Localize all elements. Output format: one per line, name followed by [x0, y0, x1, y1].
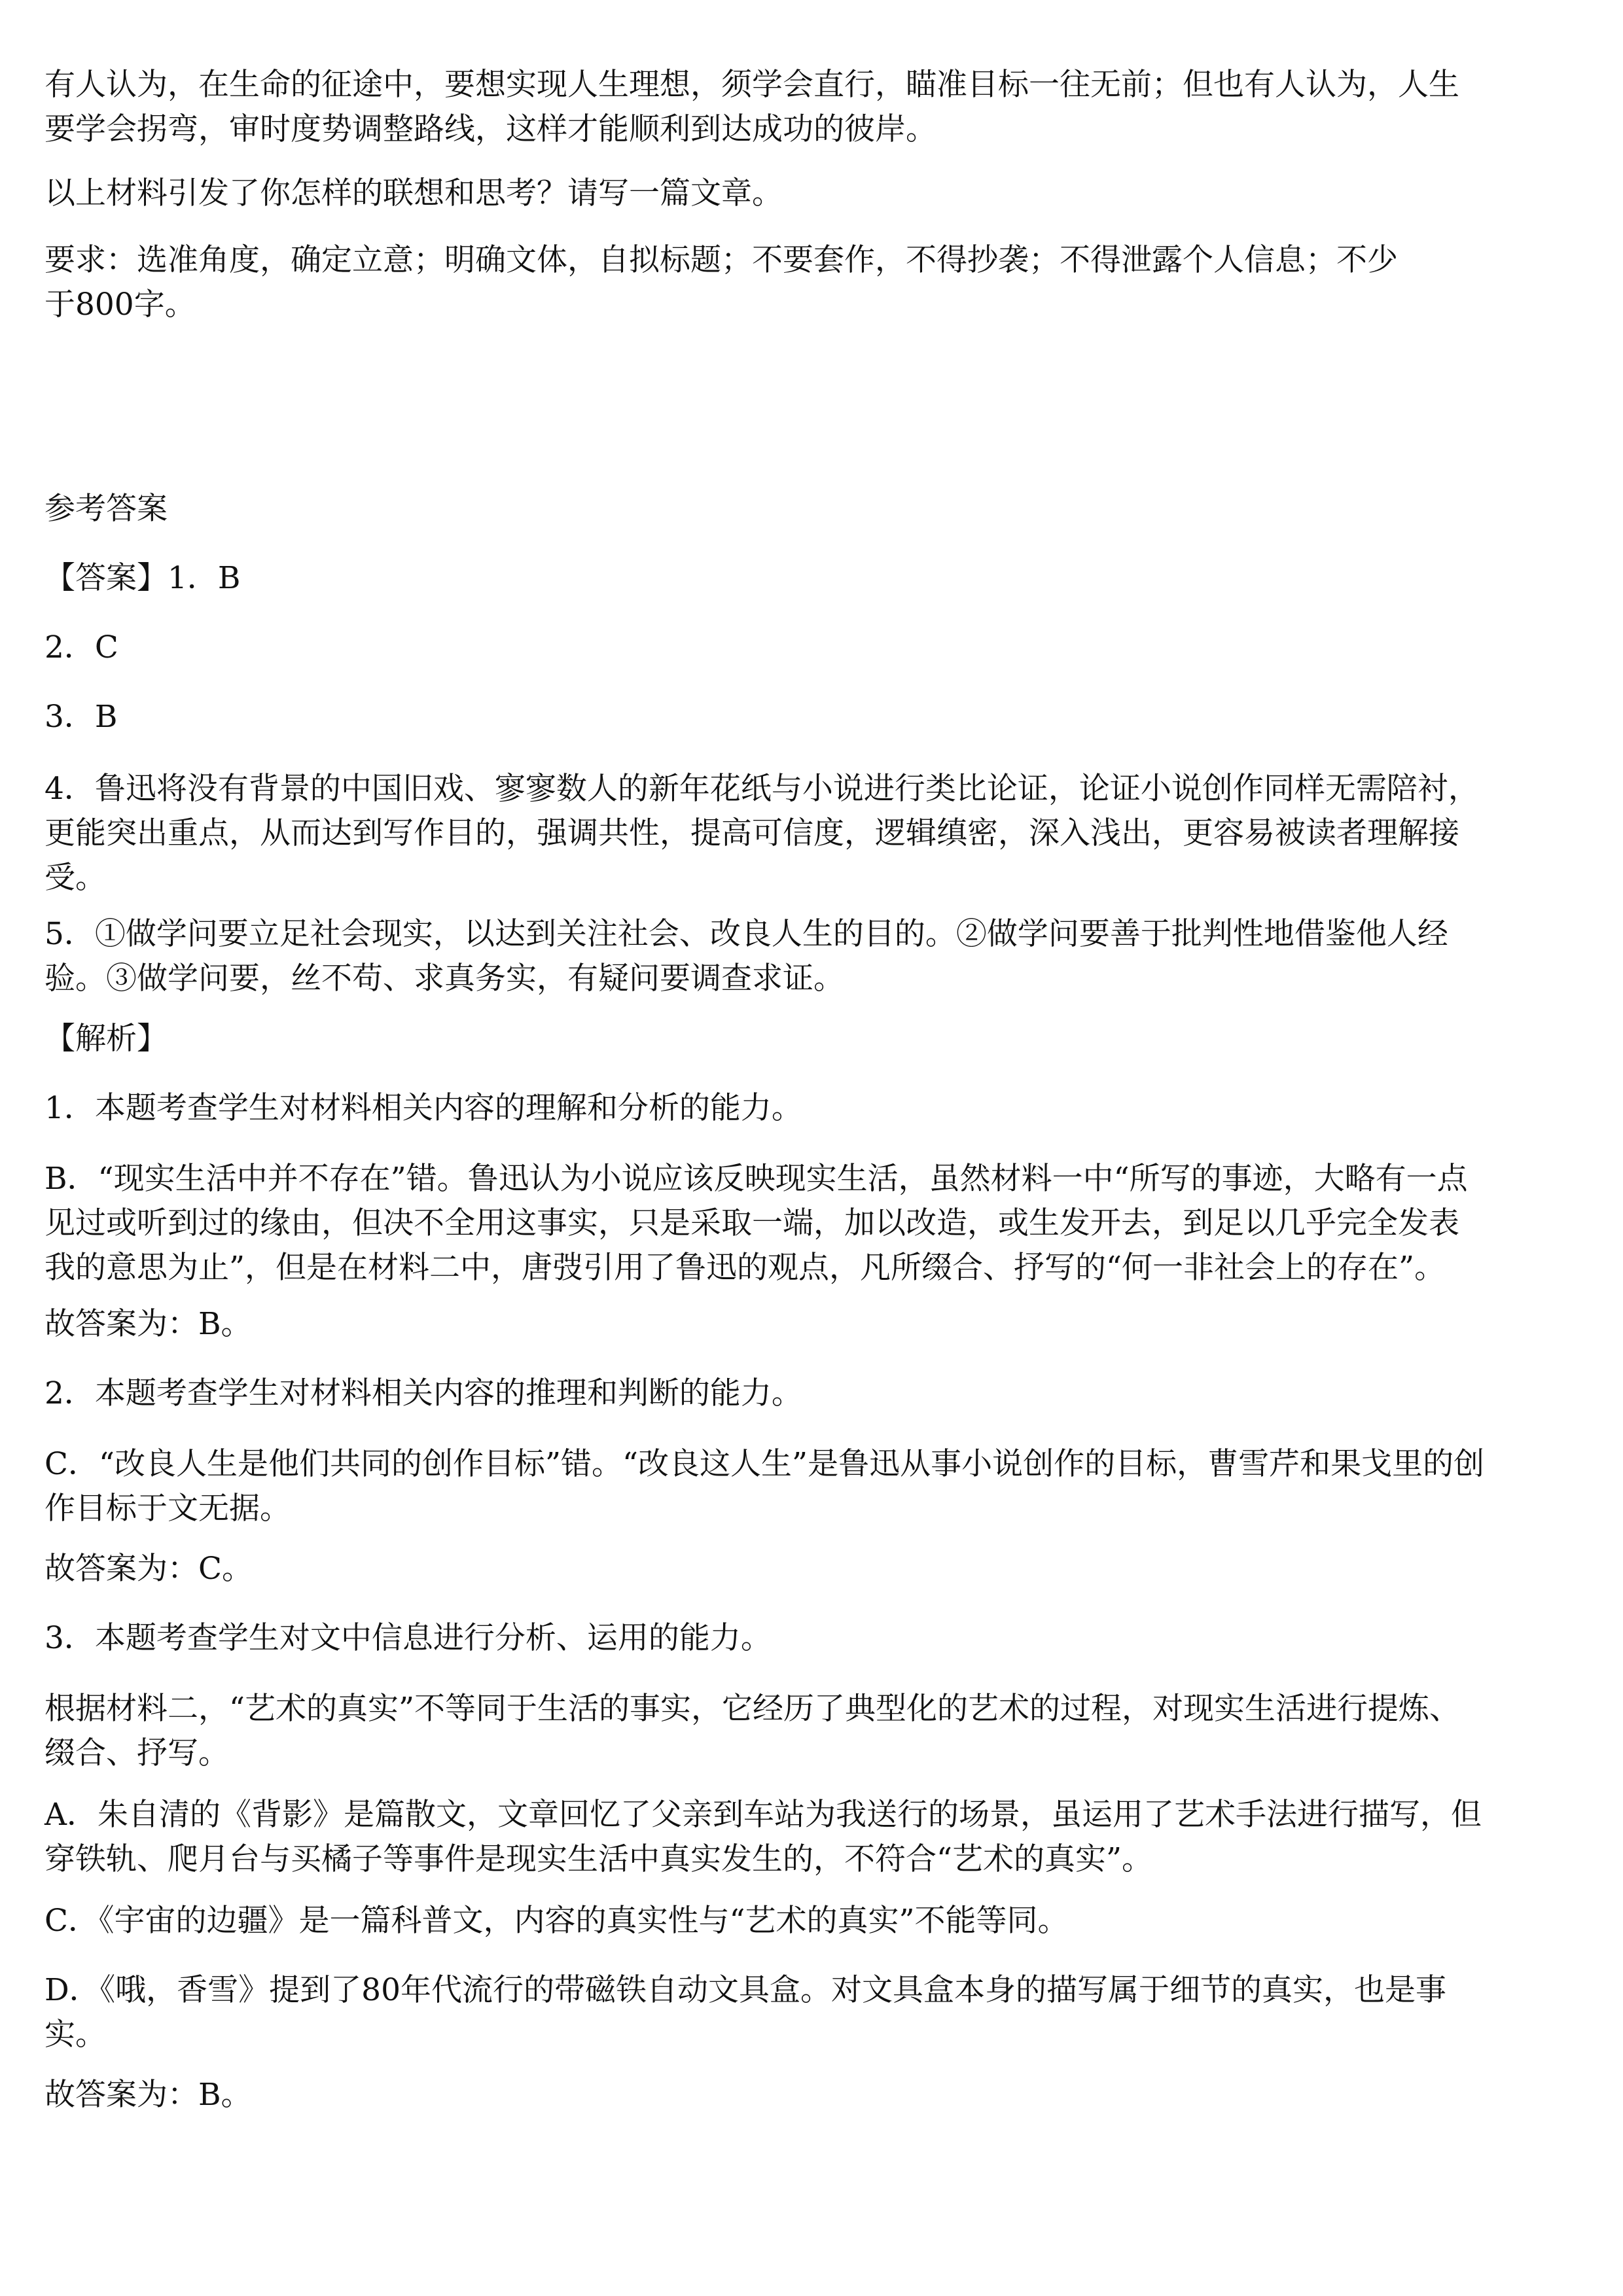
analysis-q2-intro: 2．本题考查学生对材料相关内容的推理和判断的能力。: [45, 1375, 802, 1411]
analysis-q1-body: B．“现实生活中并不存在”错。鲁迅认为小说应该反映现实生活，虽然材料一中“所写的事迹，大略有一点 见过或听到过的缘由，但决不全用这事实，只是采取一端，加以改造，或生发开去，到足以几乎完全发表 我的意思为止”，但是在材料二中，唐弢引用了鲁迅的观点，凡所缀合、抒写的“何一非社会上的存在”。: [45, 1161, 1468, 1286]
answer-5: 5．①做学问要立足社会现实，以达到关注社会、改良人生的目的。②做学问要善于批判性地借鉴他人经 验。③做学问要，丝不苟、求真务实，有疑问要调查求证。: [45, 916, 1448, 997]
analysis-q1-intro: 1．本题考查学生对材料相关内容的理解和分析的能力。: [45, 1090, 802, 1126]
analysis-heading: 【解析】: [45, 1021, 168, 1057]
analysis-q2-answer: 故答案为：C。: [45, 1551, 253, 1587]
analysis-q1-answer: 故答案为：B。: [45, 1306, 252, 1342]
answer-2: 2．C: [45, 629, 118, 665]
analysis-q2-body: C．“改良人生是他们共同的创作目标”错。“改良这人生”是鲁迅从事小说创作的目标，曹雪芹和果戈里的创 作目标于文无据。: [45, 1446, 1485, 1527]
analysis-q3-option-a: A．朱自清的《背影》是篇散文，文章回忆了父亲到车站为我送行的场景，虽运用了艺术手法进行描写，但 穿铁轨、爬月台与买橘子等事件是现实生活中真实发生的，不符合“艺术的真实”。: [45, 1797, 1482, 1877]
answers-heading: 参考答案: [45, 491, 168, 527]
analysis-q3-answer: 故答案为：B。: [45, 2077, 252, 2113]
analysis-q3-option-c: C．《宇宙的边疆》是一篇科普文，内容的真实性与“艺术的真实”不能等同。: [45, 1903, 1069, 1939]
answer-3: 3．B: [45, 699, 118, 735]
prompt-paragraph-1: 有人认为，在生命的征途中，要想实现人生理想，须学会直行，瞄准目标一往无前；但也有人认为，人生 要学会拐弯，审时度势调整路线，这样才能顺利到达成功的彼岸。: [45, 67, 1459, 147]
answer-1: 【答案】1．B: [45, 560, 241, 596]
analysis-q3-option-d: D．《哦，香雪》提到了80年代流行的带磁铁自动文具盒。对文具盒本身的描写属于细节的真实，也是事 实。: [45, 1972, 1446, 2053]
analysis-q3-body: 根据材料二，“艺术的真实”不等同于生活的事实，它经历了典型化的艺术的过程，对现实生活进行提炼、 缀合、抒写。: [45, 1691, 1461, 1771]
prompt-requirements: 要求：选准角度，确定立意；明确文体，自拟标题；不要套作，不得抄袭；不得泄露个人信息；不少 于800字。: [45, 242, 1398, 323]
answer-4: 4．鲁迅将没有背景的中国旧戏、寥寥数人的新年花纸与小说进行类比论证，论证小说创作同样无需陪衬， 更能突出重点，从而达到写作目的，强调共性，提高可信度，逻辑缜密，深入浅出，更容易被读者理解接 受。: [45, 771, 1479, 896]
analysis-q3-intro: 3．本题考查学生对文中信息进行分析、运用的能力。: [45, 1620, 772, 1656]
prompt-paragraph-2: 以上材料引发了你怎样的联想和思考？请写一篇文章。: [45, 175, 783, 211]
